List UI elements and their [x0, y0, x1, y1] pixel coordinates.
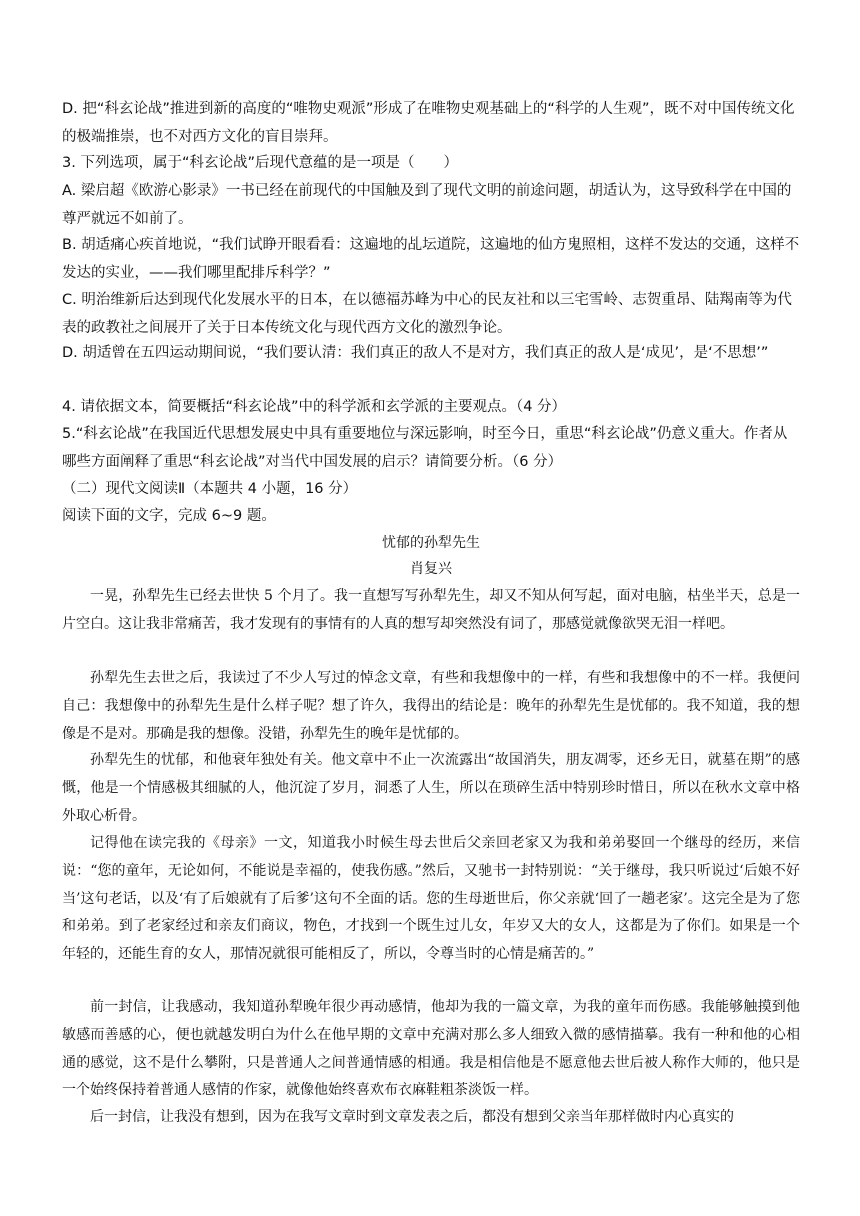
section-2-title: （二）现代文阅读Ⅱ（本题共 4 小题，16 分）	[62, 481, 358, 497]
option-d-previous: D. 把“科玄论战”推进到新的高度的“唯物史观派”形成了在唯物史观基础上的“科学的人生观”，既不对中国传统文化的极端推崇，也不对西方文化的盲目崇拜。	[62, 101, 795, 145]
article-paragraph: 前一封信，让我感动，我知道孙犁晚年很少再动感情，他却为我的一篇文章，为我的童年而伤感。我能够触摸到他敏感而善感的心，便也就越发明白为什么在他早期的文章中充满对那么多人细致入微的感情描摹。我有一种和他的心相通的感觉，这不是什么攀附，只是普通人之间普通情感的相通。我是相信他是不愿意他去世后被人称作大师的，他只是一个始终保持着普通人感情的作家，就像他始终喜欢布衣麻鞋粗茶淡饭一样。	[62, 999, 800, 1099]
question-3-option-a: A. 梁启超《欧游心影录》一书已经在前现代的中国触及到了现代文明的前途问题，胡适认为，这导致科学在中国的尊严就远不如前了。	[62, 183, 792, 227]
question-3-option-c: C. 明治维新后达到现代化发展水平的日本，在以德福苏峰为中心的民友社和以三宅雪岭、志贺重昂、陆羯南等为代表的政教社之间展开了关于日本传统文化与现代西方文化的激烈争论。	[62, 292, 792, 336]
question-5: 5.“科玄论战”在我国近代思想发展史中具有重要地位与深远影响，时至今日，重思“科玄论战”仍意义重大。作者从哪些方面阐释了重思“科玄论战”对当代中国发展的启示？请简要分析。（6 分）	[62, 426, 788, 470]
reading-instruction: 阅读下面的文字，完成 6~9 题。	[62, 508, 276, 524]
question-4: 4. 请依据文本，简要概括“科玄论战”中的科学派和玄学派的主要观点。（4 分）	[62, 399, 567, 415]
article-paragraph: 孙犁先生去世之后，我读过了不少人写过的悼念文章，有些和我想像中的一样，有些和我想像中的不一样。我便问自己：我想像中的孙犁先生是什么样子呢？想了许久，我得出的结论是：晚年的孙犁先生是忧郁的。我不知道，我的想像是不是对。那确是我的想像。没错，孙犁先生的晚年是忧郁的。	[62, 670, 800, 742]
article-paragraph: 一晃，孙犁先生已经去世快 5 个月了。我一直想写写孙犁先生，却又不知从何写起，面对电脑，枯坐半天，总是一片空白。这让我非常痛苦，我才发现有的事情有的人真的想写却突然没有词了，那感觉就像欲哭无泪一样吧。	[62, 588, 800, 632]
article-author: 肖复兴	[410, 561, 452, 577]
article-paragraph: 孙犁先生的忧郁，和他衰年独处有关。他文章中不止一次流露出“故国消失，朋友凋零，还乡无日，就墓在期”的感慨，他是一个情感极其细腻的人，他沉淀了岁月，洞悉了人生，所以在琐碎生活中特别珍时惜日，所以在秋水文章中格外取心析骨。	[62, 752, 800, 824]
question-3-option-d: D. 胡适曾在五四运动期间说，“我们要认清：我们真正的敌人不是对方，我们真正的敌人是‘成见’，是‘不思想’”	[62, 345, 769, 361]
question-3-option-b: B. 胡适痛心疾首地说，“我们试睁开眼看看：这遍地的乩坛道院，这遍地的仙方鬼照相，这样不发达的交通，这样不发达的实业，——我们哪里配排斥科学？”	[62, 237, 800, 281]
question-3-stem: 3. 下列选项，属于“科玄论战”后现代意蕴的是一项是（ ）	[62, 155, 458, 171]
article-title: 忧郁的孙犁先生	[382, 535, 480, 551]
article-paragraph: 后一封信，让我没有想到，因为在我写文章时到文章发表之后，都没有想到父亲当年那样做时内心真实的	[90, 1109, 734, 1125]
article-paragraph: 记得他在读完我的《母亲》一文，知道我小时候生母去世后父亲回老家又为我和弟弟娶回一个继母的经历，来信说：“您的童年，无论如何，不能说是幸福的，使我伤感。”然后，又驰书一封特别说：“关于继母，我只听说过‘后娘不好当’这句老话，以及‘有了后娘就有了后爹’这句不全面的话。您的生母逝世后，你父亲就‘回了一趟老家’。这完全是为了您和弟弟。到了老家经过和亲友们商议，物色，才找到一个既生过儿女，年岁又大的女人，这都是为了你们。如果是一个年轻的，还能生育的女人，那情况就很可能相反了，所以，令尊当时的心情是痛苦的。”	[62, 835, 800, 963]
